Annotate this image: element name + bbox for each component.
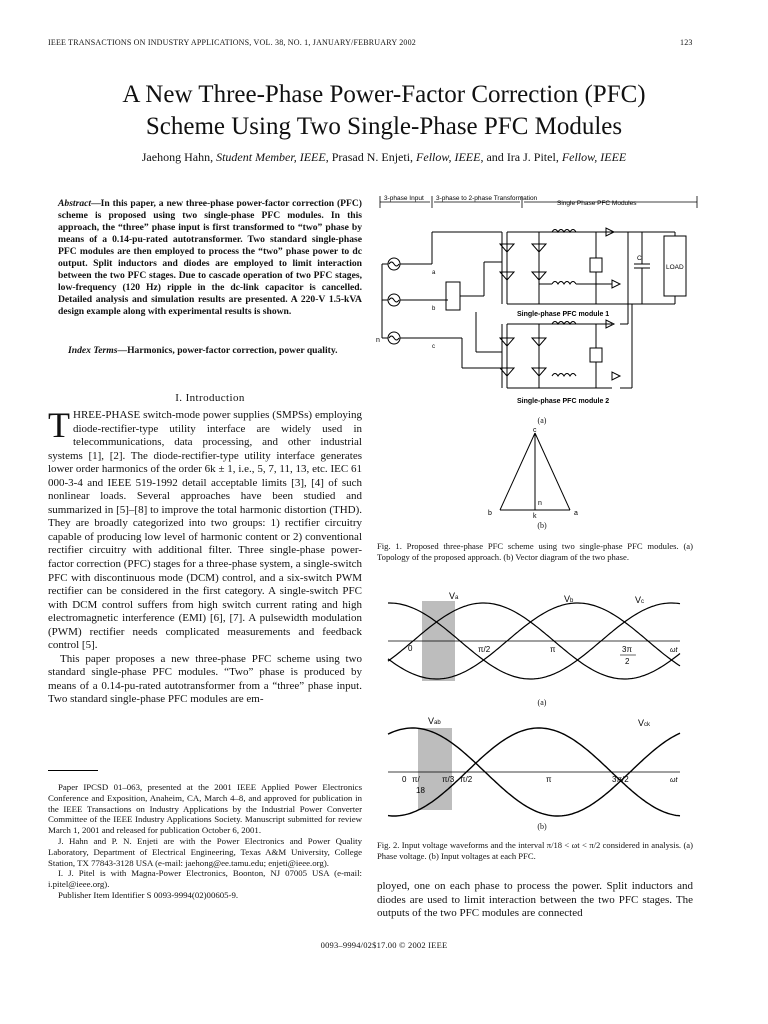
- footnote-affiliation-1: J. Hahn and P. N. Enjeti are with the Power Electronics and Power Quality Laboratory, Department of Electrical Engineering, Texas A&M University, College Station, TX 77843-3128 USA (e-mail: jaehong@ee.tamu.edu; enjeti@ieee.org).: [48, 835, 362, 868]
- intro-paragraph-2: This paper proposes a new three-phase PFC scheme using two standard single-phase PFC modules. “Two” phase is produced by means of a 0.14-pu-rated autotransformer from a “three” phase input. Two standard single-phase PFC modules are em-: [48, 652, 362, 706]
- fig1b-node-a: a: [574, 510, 578, 517]
- fig1a-module1-label: Single-phase PFC module 1: [517, 311, 610, 318]
- fig1-caption: Fig. 1. Proposed three-phase PFC scheme using two single-phase PFC modules. (a) Topology of the proposed approach. (b) Vector diagram of the two phase.: [377, 541, 693, 562]
- fig2a-tick-pi: π: [550, 645, 556, 654]
- footnote-paper-info: Paper IPCSD 01–063, presented at the 2001 IEEE Applied Power Electronics Conference and Exposition, Anaheim, CA, March 4–8, and approved for publication in the IEEE Transactions on Industry Applications by the Industrial Power Converter Committee of the IEEE Industry Applications Society. Manuscript submitted for review March 1, 2001 and released for publication October 6, 2001.: [48, 782, 362, 836]
- fig2a-phase-voltage-plot: [380, 585, 690, 690]
- paper-title-line2: Scheme Using Two Single-Phase PFC Modules: [145, 113, 623, 140]
- paper-title-line1: A New Three-Phase Power-Factor Correction (PFC): [122, 81, 646, 108]
- fig2a-label-va: Va: [449, 591, 459, 601]
- author-1: Jaehong Hahn: [141, 150, 211, 164]
- footnotes: [48, 782, 362, 901]
- fig2-caption: Fig. 2. Input voltage waveforms and the interval π/18 < ωt < π/2 considered in analysis. (a) Phase voltage. (b) Input voltages at each PFC.: [377, 840, 693, 861]
- fig2a-sublabel: (a): [537, 698, 547, 707]
- fig2b-input-voltage-plot: [380, 712, 690, 817]
- fig1a-node-b: b: [432, 306, 436, 312]
- fig1b-node-n: n: [538, 500, 542, 507]
- footnote-affiliation-2: I. J. Pitel is with Magna-Power Electronics, Boonton, NJ 07005 USA (e-mail: i.pitel@ieee.org).: [48, 868, 362, 890]
- copyright-footer: 0093–9994/02$17.00 © 2002 IEEE: [320, 940, 448, 950]
- author-3: Ira J. Pitel: [506, 150, 556, 164]
- author-1-role: Student Member, IEEE: [216, 150, 326, 164]
- fig2b-tick-pi: π: [546, 775, 552, 784]
- fig2b-tick-0: 0: [402, 775, 407, 784]
- fig1a-circuit-diagram: [372, 192, 712, 410]
- abstract-lead: Abstract: [58, 198, 92, 209]
- band-3phase-input: 3-phase Input: [384, 195, 424, 202]
- fig1a-capacitor-label: C: [637, 255, 642, 262]
- fig1a-module2-label: Single-phase PFC module 2: [517, 398, 610, 405]
- running-header: IEEE TRANSACTIONS ON INDUSTRY APPLICATIONS, VOL. 38, NO. 1, JANUARY/FEBRUARY 2002: [48, 38, 417, 47]
- fig1a-node-n: n: [376, 337, 380, 344]
- fig2a-tick-0: 0: [408, 644, 413, 653]
- fig2b-label-vab: Vab: [428, 716, 441, 726]
- introduction-body: [48, 405, 363, 707]
- fig2b-sublabel: (b): [537, 822, 547, 831]
- index-terms-text: —Harmonics, power-factor correction, power quality.: [117, 345, 338, 356]
- author-line: Jaehong Hahn, Student Member, IEEE, Prasad N. Enjeti, Fellow, IEEE, and Ira J. Pitel, Fellow, IEEE: [141, 150, 627, 164]
- fig2a-label-vc: Vc: [635, 595, 645, 605]
- band-pfc-modules: Single Phase PFC Modules: [557, 200, 637, 207]
- right-column-continuation: ployed, one on each phase to process the power. Split inductors and diodes are used to limit interaction between the two PFC stages. The outputs of the two PFC modules are connected: [377, 880, 693, 920]
- fig2b-tick-18: 18: [416, 786, 425, 795]
- intro-paragraph-1: HREE-PHASE switch-mode power supplies (SMPSs) employing diode-rectifier-type utility interface are widely used in telecommunications, data processing, and other industrial systems [1], [2]. The diode-rectifier-type utility interface generates lower order harmonics of the order 6k ± 1, i.e., 5, 7, 11, 13, etc. IEC 61 000-3-4 and IEEE 519-1992 detail acceptable limits [3], [4] of such nonlinear loads. Several approaches have been studied and summarized in [5]–[8] to improve the total harmonic distortion (THD). They are broadly categorized into two groups: 1) rectifier circuitry capable of producing low level of harmonic content or 2) conventional rectifier circuitry with additional filter. Three single-phase power-factor correction (PFC) stages for a three-phase system, a single-switch PFC with discontinuous mode (DCM) control, and a six-switch PWM rectifier can be considered in the first category. A single-switch PFC with DCM control suffers from high switch current rating and high electromagnetic interference (EMI) [6], [7]. A pulsewidth modulation (PWM) rectifier needs complicated measurements and feedback control [5].: [48, 409, 363, 652]
- index-terms: [58, 345, 362, 357]
- fig2b-tick-pi2: π/2: [460, 775, 473, 784]
- fig2a-axis-wt: ωt: [670, 647, 678, 654]
- page-number: 123: [680, 38, 693, 47]
- fig1a-node-c: c: [432, 344, 435, 350]
- band-transformation: 3-phase to 2-phase Transformation: [436, 195, 538, 202]
- footnote-publisher-id: Publisher Item Identifier S 0093-9994(02)00605-9.: [58, 889, 239, 900]
- author-2-role: Fellow, IEEE: [416, 150, 481, 164]
- fig1a-load-label: LOAD: [666, 264, 684, 271]
- fig1b-vector-diagram: [480, 425, 590, 520]
- fig2b-tick-pi18: π/: [412, 775, 420, 784]
- fig2b-tick-3pi2: 3π/2: [612, 775, 629, 784]
- fig1b-node-b: b: [488, 510, 492, 517]
- section-heading-introduction: I. Introduction: [175, 392, 245, 404]
- fig2a-label-vb: Vb: [564, 594, 574, 604]
- fig2b-label-vck: Vck: [638, 718, 651, 728]
- fig1b-node-k: k: [533, 513, 537, 520]
- abstract-text: —In this paper, a new three-phase power-factor correction (PFC) scheme is proposed using two single-phase PFC modules. In this approach, the “three” phase input is first transformed to “two” phase by means of a 0.14-pu-rated autotransformer. Two standard single-phase PFC modules are then employed to process the “two” phase power to dc output. Split inductors and diodes are employed to limit interaction between the two PFC stages. Due to cascade operation of two PFC stages, low-frequency (120 Hz) ripple in the dc-link capacitor is cancelled. Detailed analysis and simulation results are presented. A 220-V 1.5-kVA design example along with experimental results is shown.: [58, 198, 362, 317]
- fig2b-axis-wt: ωt: [670, 777, 678, 784]
- fig1b-sublabel: (b): [537, 521, 547, 530]
- author-2: Prasad N. Enjeti: [331, 150, 411, 164]
- fig1a-node-a: a: [432, 270, 436, 276]
- fig1a-sublabel: (a): [537, 416, 547, 425]
- index-terms-lead: Index Terms: [68, 345, 118, 356]
- fig2a-tick-pi2: π/2: [478, 645, 491, 654]
- drop-cap: T: [48, 405, 70, 445]
- fig2b-tick-pi3: π/3: [442, 775, 455, 784]
- author-3-role: Fellow, IEEE: [561, 150, 627, 164]
- fig1b-node-c: c: [533, 427, 537, 434]
- footnote-rule: [48, 770, 98, 771]
- fig2a-tick-two: 2: [625, 657, 630, 666]
- abstract: [58, 198, 362, 318]
- fig2a-tick-3pi: 3π: [622, 645, 632, 654]
